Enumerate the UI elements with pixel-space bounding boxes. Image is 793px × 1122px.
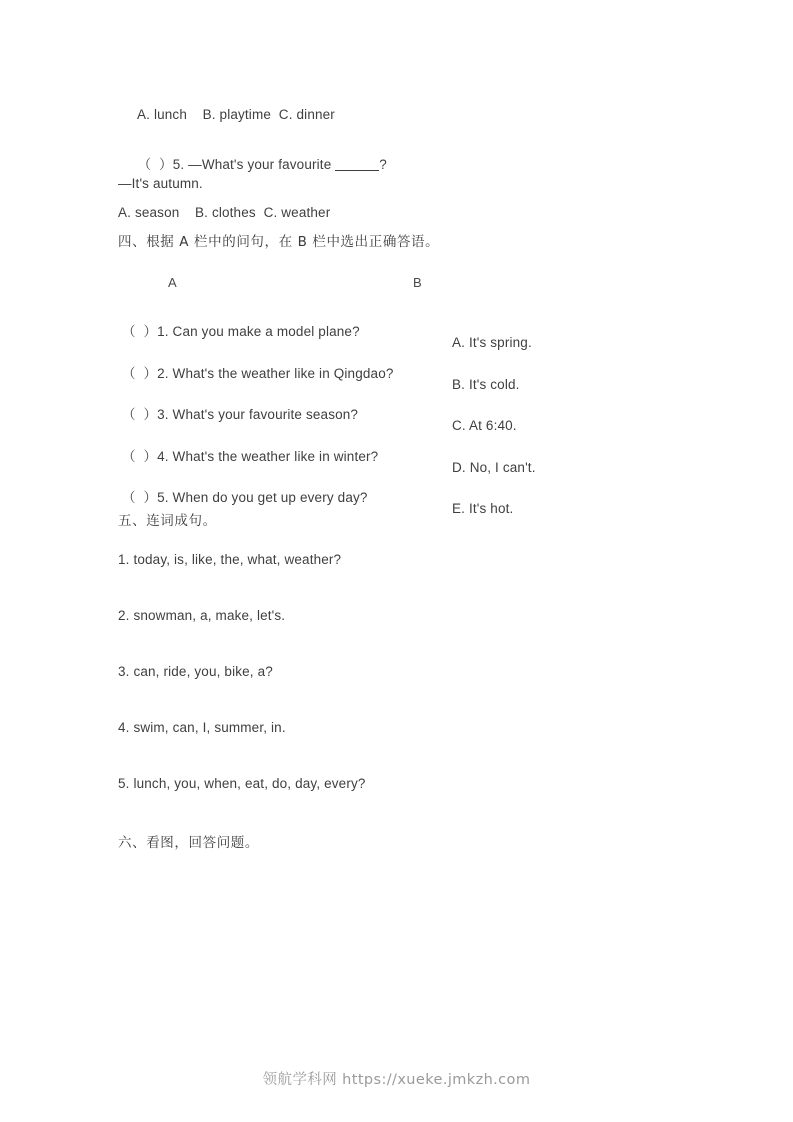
match-answer: A. It's spring. [452,335,532,350]
column-b-header: B [413,275,422,290]
question-5-suffix: ? [379,157,387,172]
sentence-ordering-item: 4. swim, can, I, summer, in. [118,720,286,735]
question-5-prefix: （ ）5. —What's your favourite [137,157,336,172]
sentence-ordering-item: 5. lunch, you, when, eat, do, day, every? [118,776,366,791]
match-answer: C. At 6:40. [452,418,517,433]
answer-blank [335,158,379,171]
match-prompt: （ ）2. What's the weather like in Qingdao? [122,366,394,381]
options-line-previous-question: A. lunch B. playtime C. dinner [137,107,335,122]
site-watermark: 领航学科网 https://xueke.jmkzh.com [262,1072,531,1088]
section-four-heading: 四、根据 A 栏中的问句，在 B 栏中选出正确答语。 [118,234,440,250]
section-six-heading: 六、看图，回答问题。 [118,835,259,851]
match-answer: E. It's hot. [452,501,514,516]
match-answer: D. No, I can't. [452,460,536,475]
question-5-options: A. season B. clothes C. weather [118,205,331,220]
sentence-ordering-item: 1. today, is, like, the, what, weather? [118,552,342,567]
sentence-ordering-item: 2. snowman, a, make, let's. [118,608,286,623]
sentence-ordering-item: 3. can, ride, you, bike, a? [118,664,273,679]
match-prompt: （ ）1. Can you make a model plane? [122,324,360,339]
section-five-heading: 五、连词成句。 [118,513,217,529]
match-prompt: （ ）4. What's the weather like in winter? [122,449,379,464]
match-answer: B. It's cold. [452,377,520,392]
match-prompt: （ ）3. What's your favourite season? [122,407,359,422]
match-prompt: （ ）5. When do you get up every day? [122,490,368,505]
column-a-header: A [168,275,177,290]
question-5-answer: —It's autumn. [118,176,203,191]
